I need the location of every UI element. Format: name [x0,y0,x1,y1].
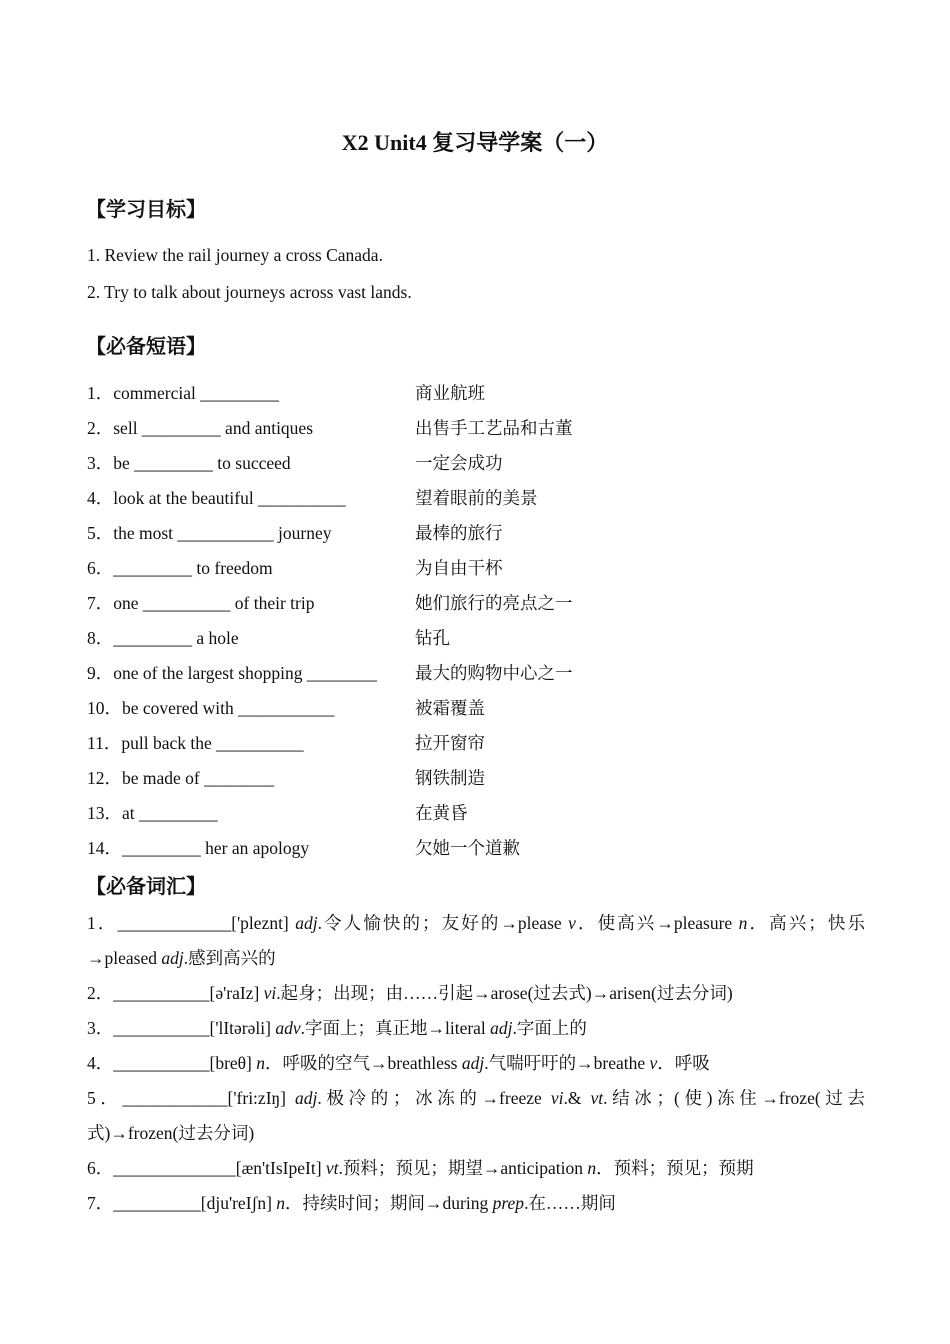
part-of-speech: adj [295,1088,318,1108]
part-of-speech: vi [263,983,277,1003]
part-of-speech: v [649,1053,658,1073]
vocab-text: .结冰；(使)冻住→froze(过去式)→frozen(过去分词) [87,1088,865,1143]
phrase-english: 6．_________ to freedom [87,558,273,578]
vocab-item [87,976,865,1011]
vocab-text: 6．______________[æn'tIsIpeIt] [87,1158,326,1178]
phrase-english: 9．one of the largest shopping ________ [87,663,377,683]
vocab-text: .感到高兴的 [183,948,276,968]
phrase-chinese: 最棒的旅行 [415,523,503,543]
vocab-text: .气喘吁吁的→breathe [484,1053,650,1073]
vocab-text: 7．__________[dju'reIʃn] [87,1193,277,1213]
part-of-speech: adv [275,1018,301,1038]
phrase-english: 3．be _________ to succeed [87,453,291,473]
vocab-item [87,1011,865,1046]
phrase-english: 12．be made of ________ [87,768,275,788]
part-of-speech: vi [550,1088,564,1108]
part-of-speech: vt [325,1158,339,1178]
phrase-english: 11．pull back the __________ [87,733,304,753]
phrase-english: 8．_________ a hole [87,628,239,648]
vocab-item [87,1046,865,1081]
vocab-item [87,1186,865,1221]
phrase-row [87,415,887,440]
phrase-chinese: 在黄昏 [415,803,468,823]
page-title: X2 Unit4 复习导学案（一） [341,130,609,155]
vocab-text: .在……期间 [524,1193,616,1213]
part-of-speech: v [568,913,576,933]
vocab-item [87,1081,865,1151]
phrase-chinese: 为自由干杯 [415,558,503,578]
vocab-text: ．呼吸 [657,1053,710,1073]
vocab-text: 2．___________[ə'raIz] [87,983,264,1003]
phrase-row [87,695,887,720]
phrase-row [87,520,887,545]
vocab-item [87,1151,865,1186]
phrase-row [87,835,887,860]
phrase-row [87,590,887,615]
part-of-speech: adj [490,1018,513,1038]
vocab-text: 4．___________[breθ] [87,1053,257,1073]
part-of-speech: vt [590,1088,604,1108]
phrase-english: 1．commercial _________ [87,383,279,403]
vocab-text: ．呼吸的空气→breathless [265,1053,462,1073]
goal-item: 1. Review the rail journey a cross Canada. [87,245,383,265]
phrase-row [87,380,887,405]
phrase-chinese: 钢铁制造 [415,768,485,788]
phrase-chinese: 她们旅行的亮点之一 [415,593,573,613]
phrase-english: 13．at _________ [87,803,218,823]
phrase-row [87,800,887,825]
vocab-text: ．使高兴→pleasure [575,913,739,933]
section-heading-phrases: 【必备短语】 [86,336,206,358]
phrase-english: 7．one __________ of their trip [87,593,315,613]
phrase-row [87,485,887,510]
vocab-text: .起身；出现；由……引起→arose(过去式)→arisen(过去分词) [276,983,733,1003]
vocab-text: .字面上的 [512,1018,587,1038]
phrase-english: 10．be covered with ___________ [87,698,335,718]
part-of-speech: adj [295,913,318,933]
phrase-english: 14．_________ her an apology [87,838,310,858]
phrase-chinese: 欠她一个道歉 [415,838,520,858]
phrase-row [87,765,887,790]
phrase-row [87,450,887,475]
vocab-text: 5．____________['fri:zIŋ] [87,1088,296,1108]
phrase-chinese: 望着眼前的美景 [415,488,538,508]
vocab-text: ．预料；预见；预期 [596,1158,754,1178]
phrase-chinese: 一定会成功 [415,453,503,473]
vocab-text: .令人愉快的；友好的→please [317,913,569,933]
part-of-speech: adj [461,1053,485,1073]
part-of-speech: n [256,1053,266,1073]
part-of-speech: n [738,913,748,933]
phrase-chinese: 钻孔 [415,628,450,648]
vocab-text: 1．_____________['pleznt] [87,913,296,933]
vocab-text: .字面上；真正地→literal [300,1018,491,1038]
phrase-chinese: 被霜覆盖 [415,698,485,718]
section-heading-vocab: 【必备词汇】 [86,876,206,898]
phrase-english: 4．look at the beautiful __________ [87,488,346,508]
phrase-row [87,625,887,650]
vocab-text: .极冷的；冰冻的→freeze [317,1088,551,1108]
section-heading-goals: 【学习目标】 [86,199,206,221]
part-of-speech: prep [492,1193,525,1213]
phrase-row [87,555,887,580]
part-of-speech: n [587,1158,597,1178]
part-of-speech: n [276,1193,286,1213]
phrase-row [87,660,887,685]
vocab-text: ．高兴；快乐→pleased [87,913,865,968]
vocab-text: .预料；预见；期望→anticipation [338,1158,588,1178]
phrase-english: 5．the most ___________ journey [87,523,332,543]
vocab-item [87,906,865,976]
phrase-chinese: 出售手工艺品和古董 [415,418,573,438]
phrase-english: 2．sell _________ and antiques [87,418,314,438]
phrase-chinese: 商业航班 [415,383,485,403]
phrase-row [87,730,887,755]
part-of-speech: adj [161,948,184,968]
vocab-list [87,906,865,1221]
phrase-chinese: 拉开窗帘 [415,733,485,753]
goal-item: 2. Try to talk about journeys across vast lands. [87,282,412,302]
vocab-text: ．持续时间；期间→during [285,1193,493,1213]
vocab-text: 3．___________['lItərəli] [87,1018,276,1038]
phrase-chinese: 最大的购物中心之一 [415,663,573,683]
vocab-text: .& [563,1088,591,1108]
